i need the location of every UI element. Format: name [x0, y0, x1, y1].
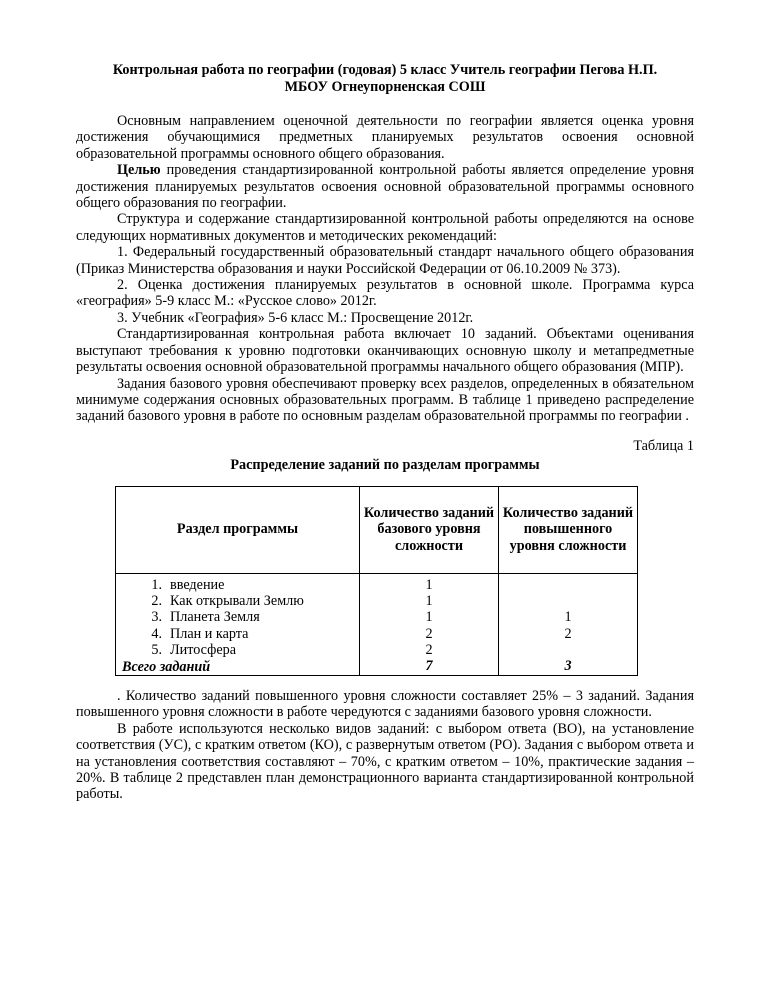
- basic-count: 2: [425, 625, 433, 642]
- total-advanced: 3: [564, 658, 572, 675]
- header-section: Раздел программы: [116, 486, 360, 573]
- basic-count: 2: [425, 642, 433, 659]
- paragraph-5: 2. Оценка достижения планируемых результатов в основной школе. Программа курса «география» 5-9 класс М.: «Русское слово» 2012г.: [76, 277, 694, 310]
- document-page: [76, 62, 694, 803]
- table-row: 5. Литосфера: [151, 642, 237, 659]
- table-row: 2. Как открывали Землю: [151, 592, 304, 609]
- advanced-counts-cell: [499, 573, 638, 675]
- table-row: 1. введение: [151, 576, 225, 593]
- document-title-line1: Контрольная работа по географии (годовая) 5 класс Учитель географии Пегова Н.П.: [112, 62, 658, 78]
- advanced-count: 2: [564, 625, 572, 642]
- sections-cell: [116, 573, 360, 675]
- section-name: Планета Земля: [170, 609, 260, 626]
- header-advanced: Количество заданий повышенного уровня сложности: [499, 486, 638, 573]
- advanced-count: [502, 593, 634, 609]
- paragraph-8: Задания базового уровня обеспечивают проверку всех разделов, определенных в обязательном минимуме содержания основных образовательных программ. В таблице 1 приведено распределение заданий базового уровня в работе по основным разделам образовательной программы по географии .: [76, 375, 694, 425]
- paragraph-2-bold: Целью: [117, 162, 161, 179]
- section-name: введение: [170, 576, 225, 593]
- paragraph-1: Основным направлением оценочной деятельности по географии является оценка уровня достижения обучающимися предметных планируемых результатов освоения основной образовательной программы основного общего образования.: [76, 113, 694, 162]
- total-label: Всего заданий: [122, 658, 211, 675]
- advanced-count: [502, 577, 634, 593]
- distribution-table: [115, 486, 638, 676]
- section-name: План и карта: [170, 625, 249, 642]
- basic-count: 1: [425, 609, 433, 626]
- paragraph-4: 1. Федеральный государственный образовательный стандарт начального общего образования (Приказ Министерства образования и науки Российской Федерации от 06.10.2009 № 373).: [76, 244, 694, 277]
- table-header-row: [116, 486, 638, 573]
- table-row: 4. План и карта: [151, 625, 249, 642]
- table-title: Распределение заданий по разделам программы: [230, 457, 540, 474]
- section-name: Литосфера: [170, 642, 237, 659]
- advanced-count: 1: [564, 609, 572, 626]
- document-title-line2: МБОУ Огнеупорненская СОШ: [284, 78, 486, 95]
- paragraph-2-text: проведения стандартизированной контрольной работы является определение уровня достижения планируемых результатов освоения основной образовательной программы основного общего образования по географии.: [76, 162, 694, 212]
- table-row: 3. Планета Земля: [151, 609, 260, 626]
- paragraph-3: Структура и содержание стандартизированной контрольной работы определяются на основе следующих нормативных документов и методических рекомендаций:: [76, 211, 694, 244]
- total-basic: 7: [425, 658, 433, 675]
- table-body-row: [116, 573, 638, 675]
- header-basic: Количество заданий базового уровня сложности: [360, 486, 499, 573]
- table-caption: Таблица 1: [633, 437, 694, 454]
- paragraph-2: [76, 162, 694, 211]
- paragraph-9: . Количество заданий повышенного уровня сложности составляет 25% – 3 заданий. Задания повышенного уровня сложности в работе чередуются с заданиями базового уровня сложности.: [76, 687, 694, 721]
- section-name: Как открывали Землю: [170, 592, 304, 609]
- basic-count: 1: [425, 576, 433, 593]
- advanced-count: [502, 642, 634, 658]
- paragraph-6: 3. Учебник «География» 5-6 класс М.: Просвещение 2012г.: [117, 309, 474, 326]
- paragraph-10: В работе используются несколько видов заданий: с выбором ответа (ВО), на установление соответствия (УС), с кратким ответом (КО), с развернутым ответом (РО). Задания с выбором ответа и на установления соответствия составляют – 70%, с кратким ответом – 10%, практические задания – 20%. В таблице 2 представлен план демонстрационного варианта стандартизированной контрольной работы.: [76, 720, 694, 803]
- basic-counts-cell: [360, 573, 499, 675]
- paragraph-7: Стандартизированная контрольная работа включает 10 заданий. Объектами оценивания выступают требования к уровню подготовки оканчивающих основную школу и метапредметные результаты освоения основной образовательной программы начального общего образования (МПР).: [76, 326, 694, 376]
- basic-count: 1: [425, 592, 433, 609]
